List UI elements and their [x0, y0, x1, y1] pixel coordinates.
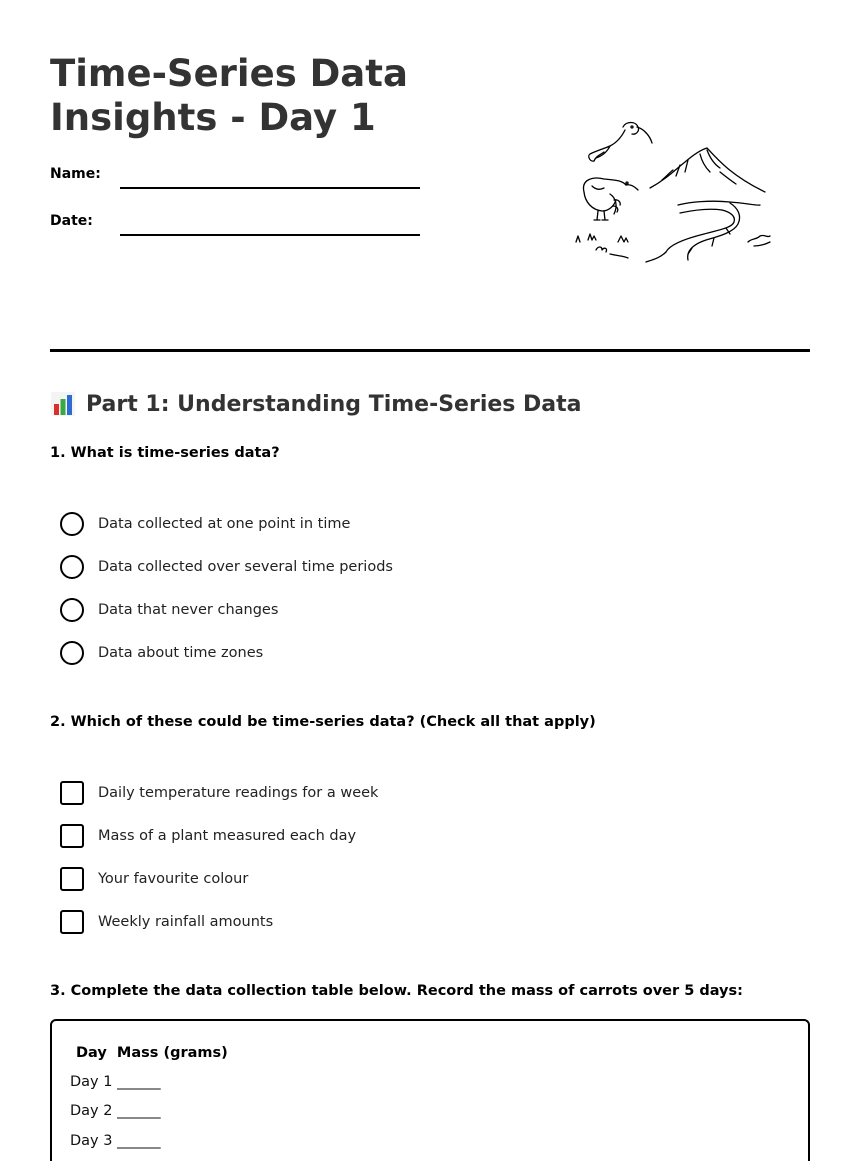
part1-heading-text: Part 1: Understanding Time-Series Data: [86, 391, 582, 417]
option-label: Weekly rainfall amounts: [98, 914, 274, 930]
q1-option-3[interactable]: [60, 597, 278, 623]
date-field[interactable]: [120, 234, 420, 236]
radio-button[interactable]: [60, 555, 84, 579]
name-field[interactable]: [120, 187, 420, 189]
table-row[interactable]: Day 2 ______: [70, 1103, 161, 1119]
option-label: Your favourite colour: [98, 871, 249, 887]
checkbox[interactable]: [60, 910, 84, 934]
option-label: Daily temperature readings for a week: [98, 785, 379, 801]
radio-button[interactable]: [60, 598, 84, 622]
option-label: Data that never changes: [98, 602, 279, 618]
q2-option-3[interactable]: [60, 866, 248, 892]
question-3: 3. Complete the data collection table below. Record the mass of carrots over 5 days:: [50, 983, 743, 999]
question-1: 1. What is time-series data?: [50, 445, 280, 461]
q1-option-2[interactable]: [60, 554, 393, 580]
checkbox[interactable]: [60, 867, 84, 891]
name-label: Name:: [50, 166, 101, 182]
question-2: 2. Which of these could be time-series data? (Check all that apply): [50, 714, 596, 730]
kiwi-head-drawing: [589, 123, 652, 162]
option-label: Data collected over several time periods: [98, 559, 393, 575]
option-label: Data collected at one point in time: [98, 516, 351, 532]
radio-button[interactable]: [60, 641, 84, 665]
table-row[interactable]: Day 3 ______: [70, 1133, 161, 1149]
option-label: Data about time zones: [98, 645, 264, 661]
checkbox[interactable]: [60, 824, 84, 848]
part1-heading: [50, 388, 582, 420]
table-row[interactable]: Day 1 ______: [70, 1074, 161, 1090]
q2-option-1[interactable]: [60, 780, 378, 806]
q1-option-1[interactable]: [60, 511, 350, 537]
kiwi-bird-drawing: [584, 178, 638, 220]
worksheet-title: Time-Series Data Insights - Day 1: [50, 52, 408, 139]
section-divider: [50, 349, 810, 352]
checkbox[interactable]: [60, 781, 84, 805]
mountain-drawing: [650, 148, 765, 192]
q2-option-4[interactable]: [60, 909, 273, 935]
q1-option-4[interactable]: [60, 640, 263, 666]
river-drawing: [646, 201, 760, 262]
data-collection-table: [50, 1019, 810, 1161]
q2-option-2[interactable]: [60, 823, 356, 849]
kiwi-landscape-illustration: [570, 110, 780, 275]
radio-button[interactable]: [60, 512, 84, 536]
table-header: Day Mass (grams): [76, 1045, 228, 1061]
option-label: Mass of a plant measured each day: [98, 828, 357, 844]
bar-chart-icon: [50, 391, 76, 417]
date-label: Date:: [50, 213, 93, 229]
